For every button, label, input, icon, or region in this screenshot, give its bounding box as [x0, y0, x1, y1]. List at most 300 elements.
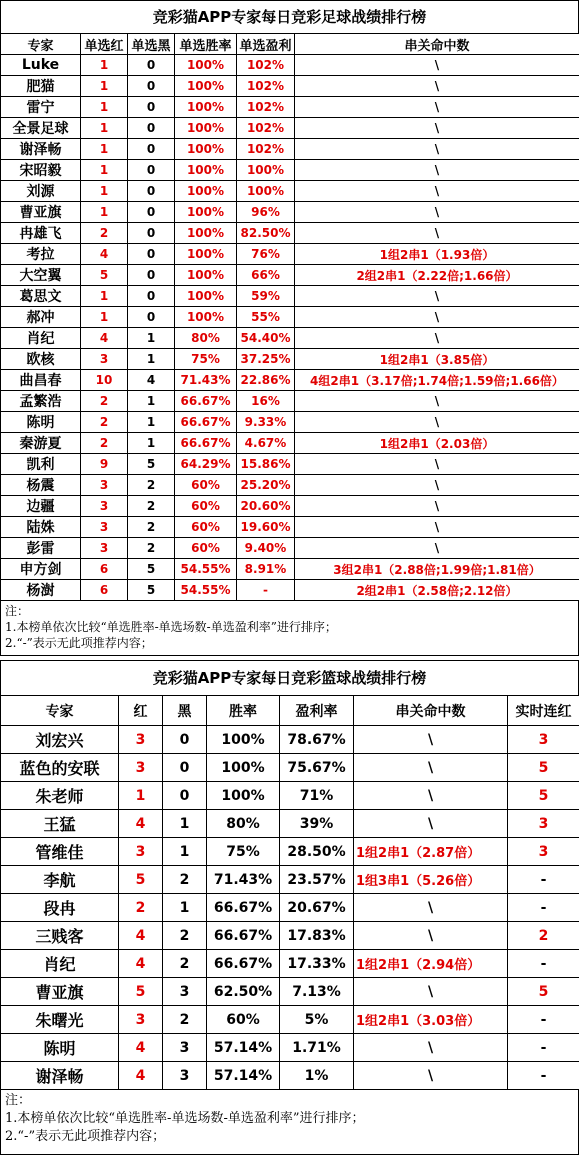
cell-name: 王猛: [1, 810, 119, 838]
cell-name: 葛思文: [1, 286, 81, 307]
cell-profit: 102%: [237, 55, 295, 76]
table-row: [1, 139, 579, 160]
cell-profit: 17.33%: [280, 950, 354, 978]
cell-black: 0: [128, 244, 175, 265]
cell-profit: 1%: [280, 1062, 354, 1090]
cell-red: 3: [119, 754, 163, 782]
cell-winrate: 100%: [175, 223, 237, 244]
cell-combo: \: [295, 76, 579, 97]
cell-black: 3: [163, 978, 207, 1006]
cell-combo: \: [295, 517, 579, 538]
table-row: [1, 810, 579, 838]
cell-combo: 1组2串1（2.03倍）: [295, 433, 579, 454]
table-row: [1, 433, 579, 454]
cell-winrate: 100%: [175, 118, 237, 139]
cell-black: 0: [128, 181, 175, 202]
cell-red: 2: [81, 391, 128, 412]
cell-combo: \: [295, 223, 579, 244]
cell-profit: 20.67%: [280, 894, 354, 922]
cell-winrate: 100%: [175, 307, 237, 328]
table-row: [1, 76, 579, 97]
cell-red: 3: [81, 349, 128, 370]
cell-red: 3: [119, 726, 163, 754]
table-row: [1, 391, 579, 412]
cell-name: Luke: [1, 55, 81, 76]
cell-black: 0: [128, 223, 175, 244]
table-row: [1, 866, 579, 894]
cell-red: 1: [81, 202, 128, 223]
cell-winrate: 80%: [207, 810, 280, 838]
table-row: [1, 1034, 579, 1062]
cell-combo: \: [354, 922, 508, 950]
cell-name: 孟繁浩: [1, 391, 81, 412]
cell-combo: 1组2串1（1.93倍）: [295, 244, 579, 265]
table-row: [1, 265, 579, 286]
cell-winrate: 100%: [175, 265, 237, 286]
cell-combo: \: [295, 55, 579, 76]
table-row: [1, 328, 579, 349]
cell-profit: 102%: [237, 97, 295, 118]
cell-name: 冉雄飞: [1, 223, 81, 244]
cell-name: 肖纪: [1, 950, 119, 978]
cell-profit: 82.50%: [237, 223, 295, 244]
table-row: [1, 118, 579, 139]
cell-profit: 75.67%: [280, 754, 354, 782]
cell-streak: 3: [508, 726, 579, 754]
cell-black: 5: [128, 559, 175, 580]
cell-red: 2: [81, 433, 128, 454]
cell-name: 陈明: [1, 1034, 119, 1062]
cell-winrate: 100%: [175, 55, 237, 76]
table-row: [1, 978, 579, 1006]
cell-profit: 102%: [237, 118, 295, 139]
cell-black: 0: [163, 754, 207, 782]
cell-winrate: 66.67%: [207, 894, 280, 922]
cell-black: 0: [128, 76, 175, 97]
cell-red: 9: [81, 454, 128, 475]
cell-profit: 78.67%: [280, 726, 354, 754]
basketball-title: 竞彩猫APP专家每日竞彩篮球战绩排行榜: [0, 660, 579, 695]
cell-name: 谢泽畅: [1, 139, 81, 160]
cell-red: 3: [119, 1006, 163, 1034]
note-line: 2.“-”表示无此项推荐内容；: [5, 1128, 574, 1146]
table-row: [1, 412, 579, 433]
cell-profit: 20.60%: [237, 496, 295, 517]
cell-name: 三贱客: [1, 922, 119, 950]
header-profit: 单选盈利: [237, 34, 295, 55]
cell-black: 2: [163, 1006, 207, 1034]
note-line: 1.本榜单依次比较“单选胜率-单选场数-单选盈利率”进行排序；: [5, 1110, 574, 1128]
cell-black: 1: [163, 894, 207, 922]
cell-combo: \: [295, 412, 579, 433]
cell-winrate: 71.43%: [207, 866, 280, 894]
cell-profit: 66%: [237, 265, 295, 286]
cell-combo: \: [354, 978, 508, 1006]
cell-red: 1: [81, 160, 128, 181]
cell-combo: 1组2串1（2.94倍）: [354, 950, 508, 978]
cell-winrate: 100%: [175, 286, 237, 307]
cell-winrate: 60%: [175, 475, 237, 496]
cell-winrate: 100%: [207, 726, 280, 754]
cell-profit: 100%: [237, 181, 295, 202]
cell-winrate: 100%: [175, 97, 237, 118]
cell-black: 1: [128, 328, 175, 349]
cell-name: 刘宏兴: [1, 726, 119, 754]
cell-red: 1: [81, 97, 128, 118]
cell-black: 0: [128, 118, 175, 139]
cell-red: 1: [81, 307, 128, 328]
cell-black: 5: [128, 454, 175, 475]
cell-streak: -: [508, 1034, 579, 1062]
cell-name: 凯利: [1, 454, 81, 475]
cell-profit: 59%: [237, 286, 295, 307]
cell-name: 管维佳: [1, 838, 119, 866]
cell-black: 0: [163, 782, 207, 810]
cell-name: 边疆: [1, 496, 81, 517]
cell-combo: \: [295, 139, 579, 160]
note-line: 1.本榜单依次比较“单选胜率-单选场数-单选盈利率”进行排序；: [5, 619, 574, 635]
cell-profit: 22.86%: [237, 370, 295, 391]
cell-combo: 1组3串1（5.26倍）: [354, 866, 508, 894]
cell-black: 0: [128, 139, 175, 160]
cell-combo: \: [295, 538, 579, 559]
cell-name: 考拉: [1, 244, 81, 265]
cell-black: 0: [128, 202, 175, 223]
cell-streak: -: [508, 950, 579, 978]
cell-red: 4: [81, 328, 128, 349]
cell-combo: \: [354, 1034, 508, 1062]
cell-black: 1: [128, 391, 175, 412]
cell-red: 6: [81, 559, 128, 580]
header-combo: 串关命中数: [295, 34, 579, 55]
cell-name: 曹亚旗: [1, 202, 81, 223]
cell-winrate: 100%: [175, 244, 237, 265]
cell-combo: \: [295, 202, 579, 223]
cell-streak: 5: [508, 782, 579, 810]
cell-profit: 5%: [280, 1006, 354, 1034]
table-row: [1, 559, 579, 580]
table-row: [1, 538, 579, 559]
cell-combo: \: [295, 118, 579, 139]
cell-name: 朱老师: [1, 782, 119, 810]
note-line: 注：: [5, 1092, 574, 1110]
table-row: [1, 517, 579, 538]
table-row: [1, 754, 579, 782]
cell-black: 1: [128, 349, 175, 370]
cell-name: 宋昭毅: [1, 160, 81, 181]
cell-name: 雷宁: [1, 97, 81, 118]
cell-name: 杨震: [1, 475, 81, 496]
cell-red: 3: [81, 475, 128, 496]
cell-combo: \: [295, 475, 579, 496]
table-row: [1, 894, 579, 922]
cell-name: 曲昌春: [1, 370, 81, 391]
cell-combo: \: [295, 181, 579, 202]
cell-winrate: 60%: [207, 1006, 280, 1034]
table-row: [1, 286, 579, 307]
cell-winrate: 60%: [175, 496, 237, 517]
cell-red: 4: [119, 922, 163, 950]
cell-combo: \: [354, 894, 508, 922]
cell-streak: -: [508, 1006, 579, 1034]
cell-name: 朱曙光: [1, 1006, 119, 1034]
cell-profit: 7.13%: [280, 978, 354, 1006]
header-black: 单选黑: [128, 34, 175, 55]
cell-black: 1: [128, 433, 175, 454]
note-line: 注：: [5, 603, 574, 619]
table-row: [1, 496, 579, 517]
table-row: [1, 160, 579, 181]
cell-black: 0: [128, 55, 175, 76]
cell-profit: 17.83%: [280, 922, 354, 950]
table-row: [1, 580, 579, 601]
cell-streak: 3: [508, 838, 579, 866]
cell-streak: 3: [508, 810, 579, 838]
table-row: [1, 55, 579, 76]
cell-red: 6: [81, 580, 128, 601]
cell-profit: 15.86%: [237, 454, 295, 475]
cell-black: 0: [128, 286, 175, 307]
cell-winrate: 100%: [175, 139, 237, 160]
cell-black: 2: [128, 538, 175, 559]
table-row: [1, 181, 579, 202]
cell-winrate: 75%: [207, 838, 280, 866]
cell-winrate: 66.67%: [175, 391, 237, 412]
cell-combo: \: [295, 307, 579, 328]
basketball-notes: [0, 1090, 579, 1155]
table-row: [1, 922, 579, 950]
cell-profit: 9.33%: [237, 412, 295, 433]
cell-winrate: 100%: [175, 181, 237, 202]
cell-combo: \: [295, 454, 579, 475]
table-row: [1, 726, 579, 754]
cell-combo: \: [295, 286, 579, 307]
cell-name: 陈明: [1, 412, 81, 433]
cell-red: 1: [81, 118, 128, 139]
table-row: [1, 370, 579, 391]
header-red: 红: [119, 696, 163, 726]
cell-combo: \: [354, 1062, 508, 1090]
table-row: [1, 1006, 579, 1034]
cell-red: 1: [81, 55, 128, 76]
cell-profit: 23.57%: [280, 866, 354, 894]
football-header-row: [1, 34, 579, 55]
cell-winrate: 80%: [175, 328, 237, 349]
cell-winrate: 100%: [207, 782, 280, 810]
cell-name: 欧核: [1, 349, 81, 370]
cell-name: 申方剑: [1, 559, 81, 580]
cell-combo: 4组2串1（3.17倍;1.74倍;1.59倍;1.66倍）: [295, 370, 579, 391]
cell-red: 1: [81, 181, 128, 202]
cell-combo: \: [354, 810, 508, 838]
table-row: [1, 202, 579, 223]
cell-profit: 100%: [237, 160, 295, 181]
cell-red: 10: [81, 370, 128, 391]
basketball-table: [0, 695, 579, 1090]
cell-combo: \: [295, 391, 579, 412]
cell-name: 谢泽畅: [1, 1062, 119, 1090]
cell-combo: 1组2串1（3.85倍）: [295, 349, 579, 370]
cell-black: 1: [163, 838, 207, 866]
football-table: [0, 33, 579, 601]
cell-combo: \: [354, 726, 508, 754]
cell-red: 4: [119, 1062, 163, 1090]
cell-profit: 71%: [280, 782, 354, 810]
cell-profit: 102%: [237, 76, 295, 97]
cell-name: 曹亚旗: [1, 978, 119, 1006]
cell-black: 2: [128, 475, 175, 496]
cell-profit: 4.67%: [237, 433, 295, 454]
table-row: [1, 838, 579, 866]
cell-winrate: 100%: [175, 160, 237, 181]
table-row: [1, 1062, 579, 1090]
cell-black: 2: [128, 496, 175, 517]
cell-combo: \: [295, 496, 579, 517]
cell-red: 2: [119, 894, 163, 922]
header-profit: 盈利率: [280, 696, 354, 726]
header-combo: 串关命中数: [354, 696, 508, 726]
cell-profit: 8.91%: [237, 559, 295, 580]
cell-winrate: 66.67%: [207, 950, 280, 978]
cell-profit: 39%: [280, 810, 354, 838]
cell-black: 3: [163, 1062, 207, 1090]
cell-black: 2: [128, 517, 175, 538]
cell-red: 3: [81, 517, 128, 538]
cell-streak: 2: [508, 922, 579, 950]
cell-winrate: 57.14%: [207, 1034, 280, 1062]
cell-red: 2: [81, 412, 128, 433]
cell-black: 4: [128, 370, 175, 391]
cell-combo: 1组2串1（3.03倍）: [354, 1006, 508, 1034]
cell-profit: 9.40%: [237, 538, 295, 559]
cell-red: 4: [119, 810, 163, 838]
cell-name: 肖纪: [1, 328, 81, 349]
cell-profit: 96%: [237, 202, 295, 223]
cell-streak: -: [508, 1062, 579, 1090]
cell-red: 4: [119, 950, 163, 978]
cell-streak: -: [508, 866, 579, 894]
cell-profit: 76%: [237, 244, 295, 265]
football-title: 竞彩猫APP专家每日竞彩足球战绩排行榜: [0, 0, 579, 33]
cell-winrate: 54.55%: [175, 559, 237, 580]
cell-red: 5: [119, 866, 163, 894]
cell-black: 5: [128, 580, 175, 601]
cell-red: 1: [81, 76, 128, 97]
cell-profit: 37.25%: [237, 349, 295, 370]
cell-name: 彭雷: [1, 538, 81, 559]
cell-red: 1: [81, 286, 128, 307]
cell-winrate: 60%: [175, 517, 237, 538]
cell-black: 1: [163, 810, 207, 838]
cell-combo: \: [295, 160, 579, 181]
cell-winrate: 100%: [175, 202, 237, 223]
cell-name: 全景足球: [1, 118, 81, 139]
header-winrate: 胜率: [207, 696, 280, 726]
cell-red: 4: [119, 1034, 163, 1062]
cell-red: 1: [119, 782, 163, 810]
cell-winrate: 66.67%: [175, 433, 237, 454]
football-notes: [0, 601, 579, 656]
cell-combo: 2组2串1（2.22倍;1.66倍）: [295, 265, 579, 286]
cell-profit: 55%: [237, 307, 295, 328]
cell-black: 2: [163, 950, 207, 978]
cell-red: 3: [119, 838, 163, 866]
header-streak: 实时连红: [508, 696, 579, 726]
cell-profit: 102%: [237, 139, 295, 160]
cell-combo: 2组2串1（2.58倍;2.12倍）: [295, 580, 579, 601]
cell-red: 5: [81, 265, 128, 286]
cell-streak: 5: [508, 978, 579, 1006]
cell-combo: \: [354, 782, 508, 810]
header-black: 黑: [163, 696, 207, 726]
cell-winrate: 71.43%: [175, 370, 237, 391]
note-line: 2.“-”表示无此项推荐内容；: [5, 635, 574, 651]
cell-name: 李航: [1, 866, 119, 894]
table-row: [1, 782, 579, 810]
cell-winrate: 100%: [207, 754, 280, 782]
basketball-header-row: [1, 696, 579, 726]
table-row: [1, 475, 579, 496]
cell-black: 1: [128, 412, 175, 433]
cell-black: 2: [163, 922, 207, 950]
cell-combo: \: [354, 754, 508, 782]
cell-profit: 25.20%: [237, 475, 295, 496]
cell-black: 0: [128, 307, 175, 328]
cell-streak: -: [508, 894, 579, 922]
cell-name: 刘源: [1, 181, 81, 202]
cell-red: 5: [119, 978, 163, 1006]
cell-name: 郝冲: [1, 307, 81, 328]
cell-black: 0: [128, 265, 175, 286]
header-winrate: 单选胜率: [175, 34, 237, 55]
cell-winrate: 60%: [175, 538, 237, 559]
table-row: [1, 244, 579, 265]
cell-winrate: 66.67%: [207, 922, 280, 950]
cell-streak: 5: [508, 754, 579, 782]
cell-profit: 1.71%: [280, 1034, 354, 1062]
cell-red: 3: [81, 496, 128, 517]
cell-black: 2: [163, 866, 207, 894]
cell-winrate: 66.67%: [175, 412, 237, 433]
header-expert: 专家: [1, 696, 119, 726]
cell-winrate: 57.14%: [207, 1062, 280, 1090]
cell-name: 秦游夏: [1, 433, 81, 454]
table-row: [1, 349, 579, 370]
header-expert: 专家: [1, 34, 81, 55]
cell-red: 1: [81, 139, 128, 160]
cell-name: 肥猫: [1, 76, 81, 97]
cell-combo: 3组2串1（2.88倍;1.99倍;1.81倍）: [295, 559, 579, 580]
cell-black: 0: [128, 160, 175, 181]
cell-black: 3: [163, 1034, 207, 1062]
cell-name: 杨澍: [1, 580, 81, 601]
cell-profit: 54.40%: [237, 328, 295, 349]
cell-profit: 19.60%: [237, 517, 295, 538]
header-red: 单选红: [81, 34, 128, 55]
table-row: [1, 950, 579, 978]
cell-winrate: 62.50%: [207, 978, 280, 1006]
cell-name: 陆姝: [1, 517, 81, 538]
table-row: [1, 307, 579, 328]
cell-profit: 28.50%: [280, 838, 354, 866]
cell-profit: -: [237, 580, 295, 601]
table-row: [1, 97, 579, 118]
cell-winrate: 100%: [175, 76, 237, 97]
cell-red: 2: [81, 223, 128, 244]
cell-name: 大空翼: [1, 265, 81, 286]
table-row: [1, 454, 579, 475]
cell-winrate: 64.29%: [175, 454, 237, 475]
